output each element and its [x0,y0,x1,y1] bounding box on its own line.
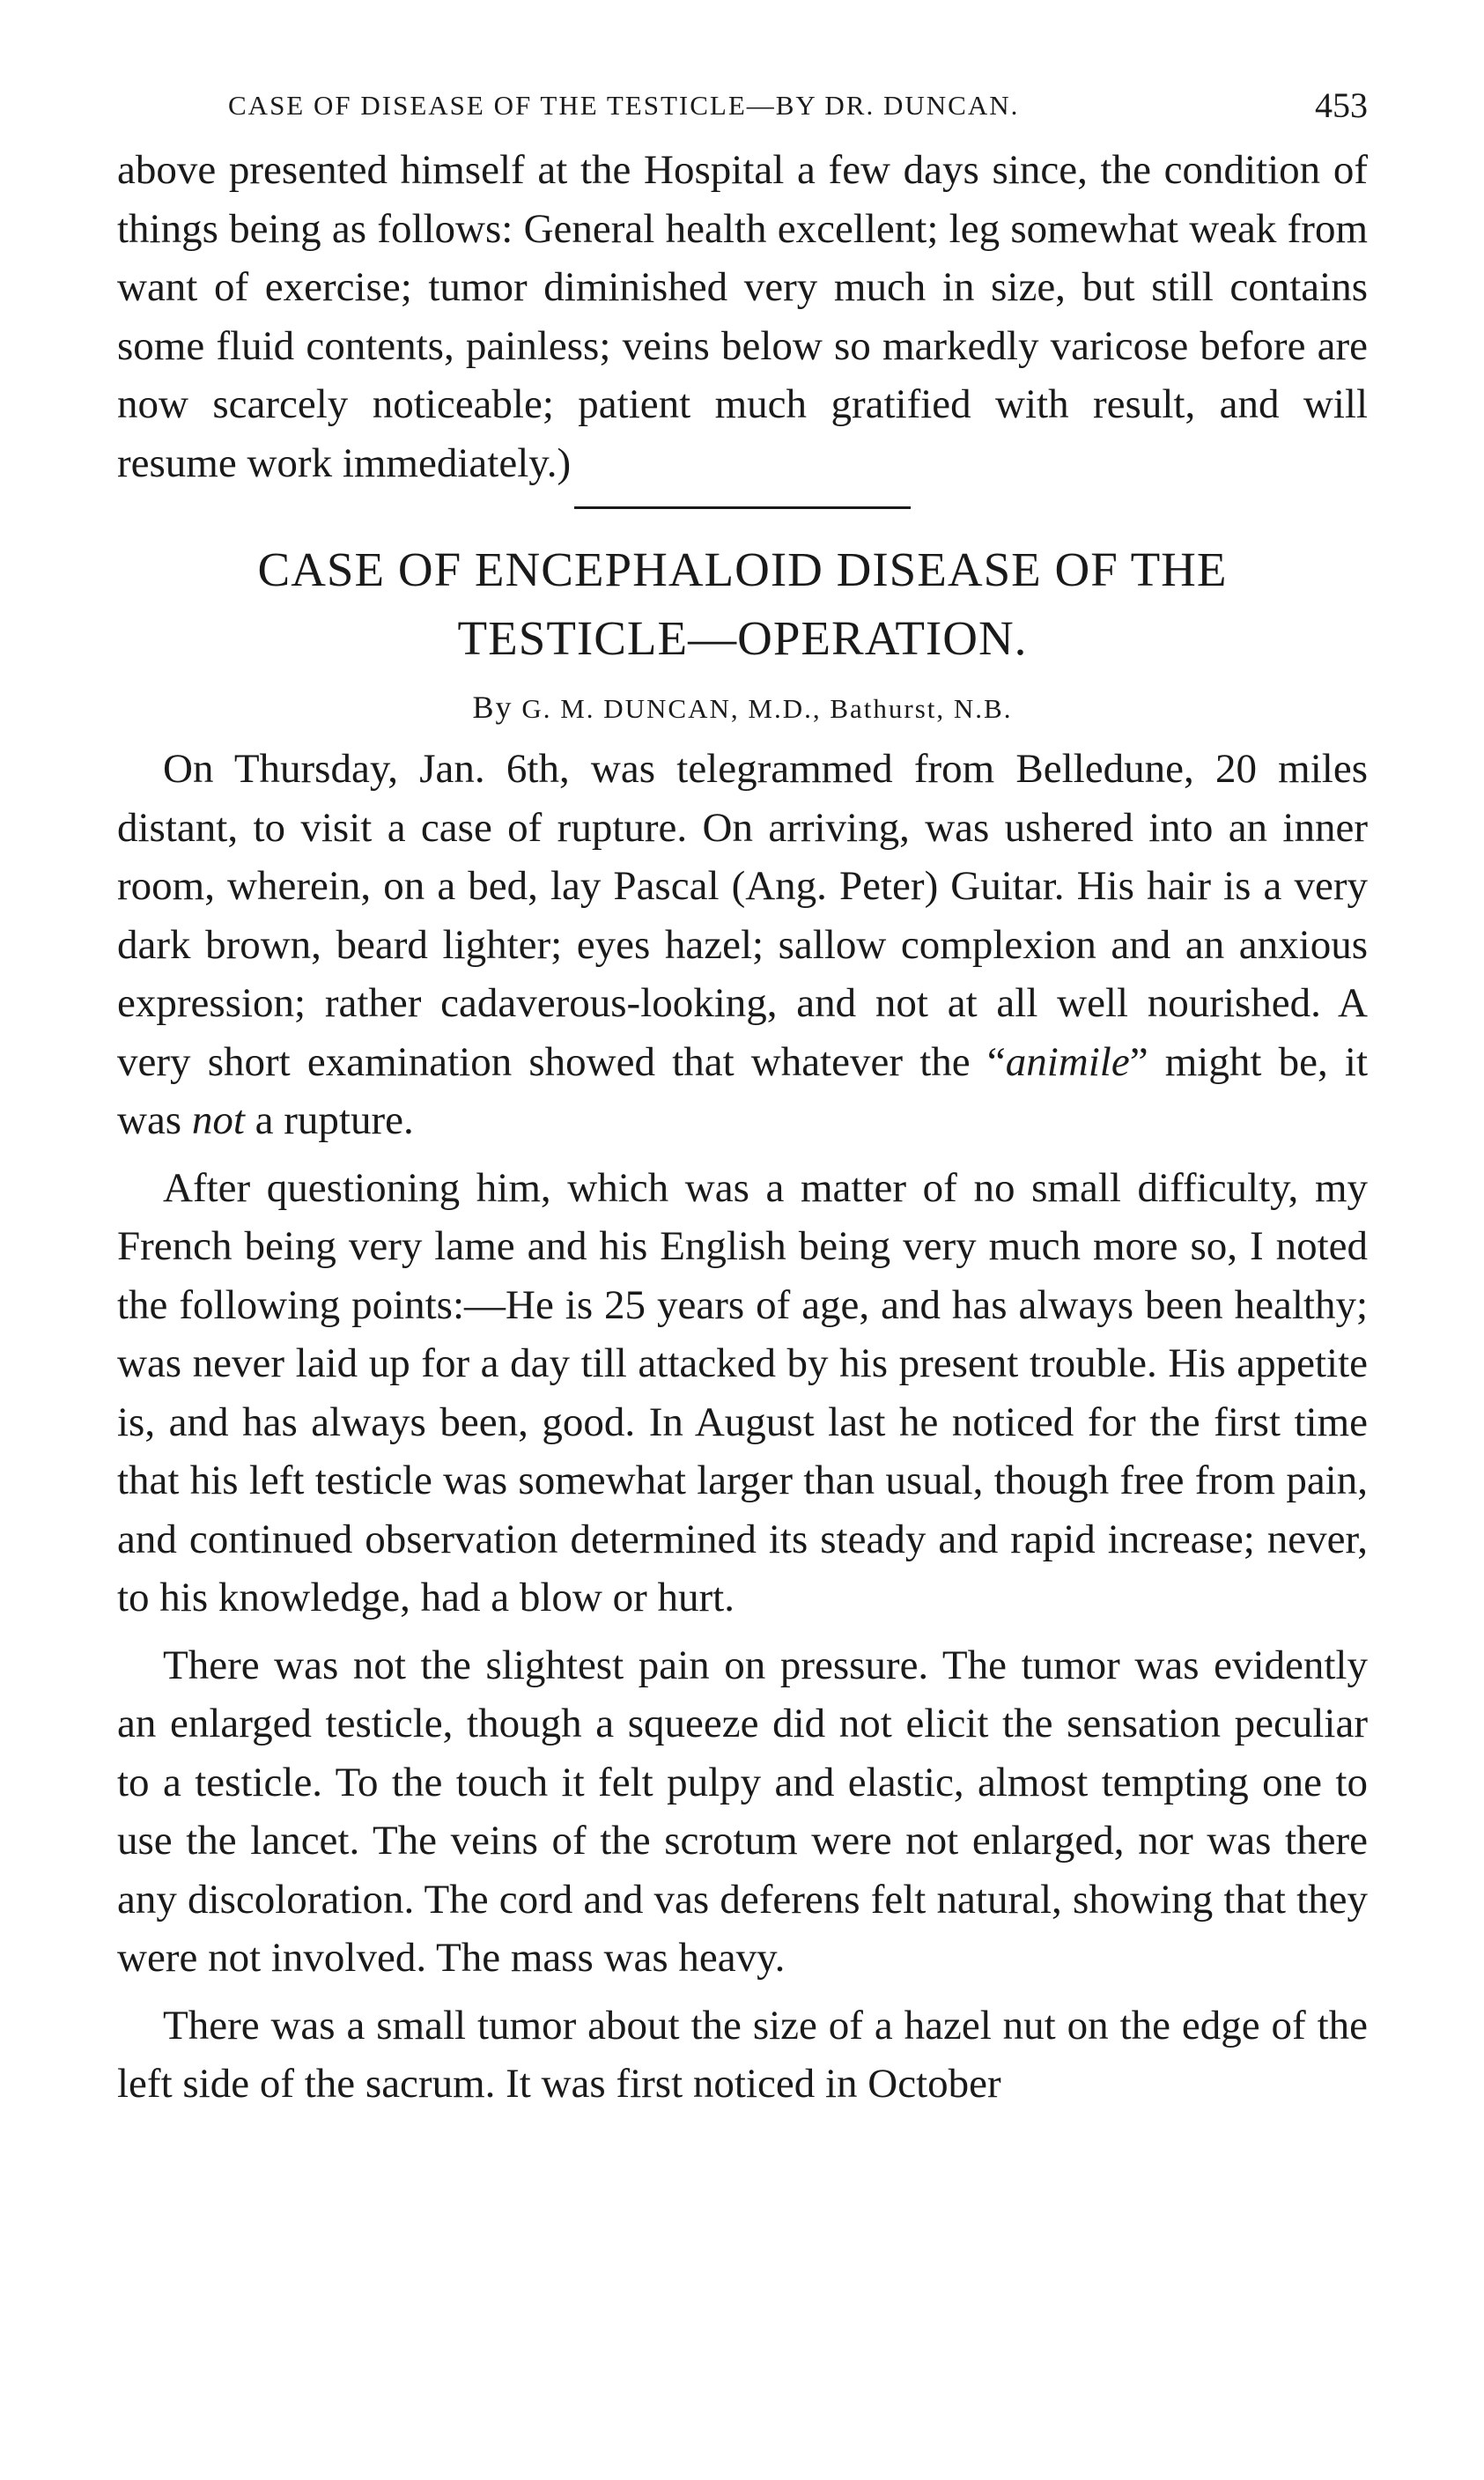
paragraph-4: There was a small tumor about the size of a hazel nut on the edge of the left side of the sacrum. It was first noticed in October [117,2002,1368,2107]
paragraph-1-emphasis-1: animile [1005,1038,1130,1085]
paragraph-1-text-a: On Thursday, Jan. 6th, was telegrammed from Belledune, 20 miles distant, to visit a case of rupture. On arriving, was ushered into an inner room, wherein, on a bed, lay Pascal (Ang. Peter) Guitar. His hair is a very dark brown, beard lighter; eyes hazel; sallow complexion and an anxious expression; rather cadaverous-looking, and not at all well nourished. A very short examination showed that whatever the “ [117,746,1368,1085]
byline-prefix: By [472,690,513,725]
paragraph-2: After questioning him, which was a matter of no small difficulty, my French being very lame and his English being very much more so, I noted the following points:—He is 25 years of age, and has always been healthy; was never laid up for a day till attacked by his present trouble. His appetite is, and has always been, good. In August last he noticed for the first time that his left testicle was somewhat larger than usual, though free from pain, and continued observation determined its steady and rapid increase; never, to his knowledge, had a blow or hurt. [117,1164,1368,1620]
paragraph-3: There was not the slightest pain on pressure. The tumor was evidently an enlarged testicle, though a squeeze did not elicit the sensation peculiar to a testicle. To the touch it felt pulpy and elastic, almost tempting one to use the lancet. The veins of the scrotum were not enlarged, nor was there any discoloration. The cord and vas deferens felt natural, showing that they were not involved. The mass was heavy. [117,1642,1368,1981]
running-head [117,81,1368,134]
byline [117,689,1368,726]
continuation-paragraph: above presented himself at the Hospital a few days since, the condition of things being as follows: General health excellent; leg somewhat weak from want of exercise; tumor diminished very much in size, but still contains some fluid contents, painless; veins below so markedly varicose before are now scarcely noticeable; patient much gratified with result, and will resume work immediately.) [117,147,1368,486]
paragraph-1 [117,740,1368,1150]
article-title-line-1: CASE OF ENCEPHALOID DISEASE OF THE [257,542,1228,596]
page-number: 453 [1315,85,1368,125]
byline-place: Bathurst, N.B. [830,693,1013,724]
running-head-title: CASE OF DISEASE OF THE TESTICLE—BY DR. DUNCAN. [228,90,1020,121]
byline-author: G. M. DUNCAN, M.D., [521,693,822,724]
section-divider [574,506,911,509]
paragraph-1-text-b: ” might be, it was [117,1038,1368,1143]
article-title-line-2: TESTICLE—OPERATION. [457,611,1028,665]
paragraph-1-text-c: a rupture. [244,1097,414,1143]
paragraph-1-emphasis-2: not [191,1097,245,1143]
book-page [117,81,1368,2114]
